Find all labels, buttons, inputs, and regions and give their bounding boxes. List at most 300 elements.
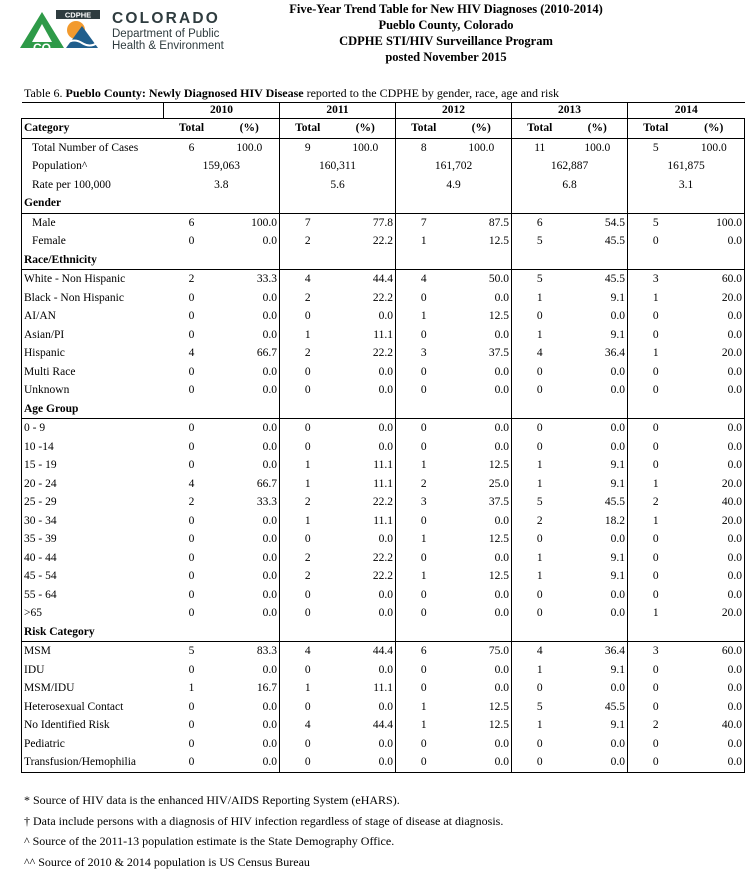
year-header-blank (22, 103, 164, 119)
percent-cell: 20.0 (684, 604, 745, 623)
total-cell: 5 (164, 642, 220, 661)
percent-cell: 20.0 (684, 475, 745, 494)
percent-cell: 9.1 (568, 475, 628, 494)
total-cell: 0 (280, 586, 336, 605)
total-cell: 1 (512, 456, 568, 475)
total-cell: 1 (628, 344, 684, 363)
section-blank (568, 400, 628, 419)
total-cell: 0 (628, 530, 684, 549)
percent-cell: 37.5 (452, 493, 512, 512)
total-cell: 0 (628, 381, 684, 400)
logo-dept-line1: Department of Public (112, 28, 224, 40)
percent-cell: 0.0 (568, 679, 628, 698)
total-cell: 0 (628, 586, 684, 605)
percent-cell: 0.0 (220, 549, 280, 568)
total-cell: 1 (396, 307, 452, 326)
row-label: 30 - 34 (22, 512, 164, 531)
percent-header: (%) (336, 119, 396, 139)
percent-cell: 44.4 (336, 270, 396, 289)
section-blank (512, 194, 568, 213)
section-blank (684, 194, 745, 213)
section-blank (164, 194, 220, 213)
section-blank (396, 623, 452, 642)
percent-cell: 60.0 (684, 642, 745, 661)
header-program: CDPHE STI/HIV Surveillance Program (262, 33, 630, 49)
total-cell: 0 (512, 679, 568, 698)
row-label: Population^ (22, 157, 164, 176)
total-cell: 0 (164, 456, 220, 475)
percent-cell: 0.0 (452, 604, 512, 623)
year-value-cell: 6.8 (512, 176, 628, 195)
percent-cell: 11.1 (336, 456, 396, 475)
table-row (22, 138, 745, 157)
section-blank (396, 251, 452, 270)
total-cell: 1 (164, 679, 220, 698)
total-cell: 3 (396, 493, 452, 512)
percent-cell: 0.0 (684, 419, 745, 438)
row-label: 20 - 24 (22, 475, 164, 494)
table-row (22, 530, 745, 549)
row-label: 55 - 64 (22, 586, 164, 605)
percent-cell: 36.4 (568, 344, 628, 363)
percent-cell: 0.0 (220, 753, 280, 772)
total-cell: 4 (280, 642, 336, 661)
total-cell: 4 (396, 270, 452, 289)
table-row (22, 604, 745, 623)
row-label: IDU (22, 661, 164, 680)
percent-cell: 20.0 (684, 512, 745, 531)
total-cell: 1 (512, 549, 568, 568)
section-blank (628, 400, 684, 419)
table-row (22, 567, 745, 586)
section-blank (396, 400, 452, 419)
total-cell: 0 (280, 604, 336, 623)
row-label: Unknown (22, 381, 164, 400)
total-cell: 5 (512, 232, 568, 251)
section-blank (452, 251, 512, 270)
total-header: Total (396, 119, 452, 139)
total-cell: 3 (628, 270, 684, 289)
percent-cell: 12.5 (452, 307, 512, 326)
total-cell: 5 (628, 213, 684, 232)
footnote-data-include: † Data include persons with a diagnosis of HIV infection regardless of stage of disease at diagnosis. (24, 811, 503, 832)
total-cell: 0 (280, 698, 336, 717)
percent-cell: 0.0 (336, 307, 396, 326)
total-cell: 0 (164, 381, 220, 400)
total-cell: 2 (396, 475, 452, 494)
section-blank (452, 400, 512, 419)
percent-cell: 0.0 (220, 307, 280, 326)
total-cell: 2 (164, 270, 220, 289)
percent-cell: 0.0 (336, 753, 396, 772)
percent-cell: 0.0 (452, 438, 512, 457)
percent-cell: 66.7 (220, 344, 280, 363)
section-blank (220, 251, 280, 270)
section-blank (164, 251, 220, 270)
total-cell: 1 (512, 661, 568, 680)
total-cell: 1 (396, 716, 452, 735)
table-row (22, 232, 745, 251)
percent-cell: 0.0 (568, 438, 628, 457)
total-cell: 0 (628, 549, 684, 568)
percent-cell: 9.1 (568, 326, 628, 345)
percent-header: (%) (220, 119, 280, 139)
section-blank (452, 194, 512, 213)
percent-cell: 45.5 (568, 698, 628, 717)
report-header (262, 1, 630, 65)
total-cell: 0 (628, 438, 684, 457)
total-cell: 0 (512, 604, 568, 623)
table-row (22, 679, 745, 698)
percent-cell: 0.0 (684, 549, 745, 568)
percent-cell: 0.0 (220, 512, 280, 531)
percent-cell: 12.5 (452, 567, 512, 586)
percent-cell: 0.0 (684, 753, 745, 772)
section-label: Gender (22, 194, 164, 213)
total-cell: 8 (396, 138, 452, 157)
total-header: Total (512, 119, 568, 139)
percent-cell: 0.0 (568, 307, 628, 326)
section-blank (568, 623, 628, 642)
section-blank (220, 194, 280, 213)
caption-prefix: Table 6. (24, 86, 62, 100)
total-cell: 0 (512, 307, 568, 326)
percent-cell: 0.0 (684, 679, 745, 698)
section-label: Age Group (22, 400, 164, 419)
category-header: Category (22, 119, 164, 139)
row-label: Pediatric (22, 735, 164, 754)
year-header-cell: 2012 (396, 103, 512, 119)
percent-header: (%) (568, 119, 628, 139)
total-cell: 0 (396, 419, 452, 438)
header-posted: posted November 2015 (262, 49, 630, 65)
total-cell: 1 (280, 326, 336, 345)
section-blank (684, 251, 745, 270)
table-row (22, 363, 745, 382)
total-cell: 0 (280, 661, 336, 680)
total-cell: 0 (164, 438, 220, 457)
table-row (22, 438, 745, 457)
year-value-cell: 3.1 (628, 176, 745, 195)
percent-cell: 100.0 (220, 213, 280, 232)
total-cell: 2 (628, 716, 684, 735)
row-label: Asian/PI (22, 326, 164, 345)
section-blank (628, 623, 684, 642)
total-cell: 0 (628, 363, 684, 382)
total-cell: 0 (164, 232, 220, 251)
percent-cell: 33.3 (220, 493, 280, 512)
section-label: Risk Category (22, 623, 164, 642)
table-row (22, 289, 745, 308)
colorado-triangle-logo-icon (20, 10, 106, 54)
percent-cell: 0.0 (220, 289, 280, 308)
section-blank (568, 194, 628, 213)
section-blank (628, 194, 684, 213)
percent-cell: 0.0 (220, 419, 280, 438)
percent-cell: 0.0 (684, 735, 745, 754)
total-cell: 0 (396, 289, 452, 308)
percent-cell: 100.0 (684, 138, 745, 157)
footnote-census: ^^ Source of 2010 & 2014 population is US Census Bureau (24, 852, 503, 872)
total-cell: 0 (164, 604, 220, 623)
section-blank (568, 251, 628, 270)
total-cell: 0 (164, 753, 220, 772)
total-cell: 0 (512, 438, 568, 457)
total-cell: 0 (280, 381, 336, 400)
total-cell: 0 (396, 735, 452, 754)
total-cell: 1 (628, 475, 684, 494)
percent-cell: 0.0 (452, 753, 512, 772)
percent-cell: 9.1 (568, 716, 628, 735)
total-cell: 2 (628, 493, 684, 512)
total-cell: 0 (512, 419, 568, 438)
percent-cell: 12.5 (452, 456, 512, 475)
total-cell: 0 (396, 753, 452, 772)
total-cell: 2 (280, 289, 336, 308)
row-label: Black - Non Hispanic (22, 289, 164, 308)
percent-cell: 36.4 (568, 642, 628, 661)
year-value-cell: 5.6 (280, 176, 396, 195)
percent-cell: 0.0 (336, 530, 396, 549)
percent-cell: 100.0 (568, 138, 628, 157)
percent-cell: 0.0 (336, 661, 396, 680)
section-blank (684, 400, 745, 419)
total-cell: 0 (164, 419, 220, 438)
percent-cell: 0.0 (220, 530, 280, 549)
table-row (22, 586, 745, 605)
table-row (22, 716, 745, 735)
total-cell: 0 (512, 381, 568, 400)
table-row (22, 213, 745, 232)
total-cell: 0 (164, 567, 220, 586)
percent-cell: 9.1 (568, 661, 628, 680)
year-value-cell: 161,702 (396, 157, 512, 176)
percent-cell: 33.3 (220, 270, 280, 289)
percent-cell: 12.5 (452, 530, 512, 549)
row-label: 10 -14 (22, 438, 164, 457)
percent-cell: 100.0 (452, 138, 512, 157)
section-blank (336, 194, 396, 213)
table-row (22, 512, 745, 531)
cdphe-logo (20, 10, 260, 54)
year-value-cell: 161,875 (628, 157, 745, 176)
table-row (22, 475, 745, 494)
row-label: 35 - 39 (22, 530, 164, 549)
percent-cell: 40.0 (684, 493, 745, 512)
percent-cell: 0.0 (684, 363, 745, 382)
percent-cell: 22.2 (336, 232, 396, 251)
percent-cell: 12.5 (452, 232, 512, 251)
table-row (22, 419, 745, 438)
section-blank (280, 194, 336, 213)
table-row (22, 344, 745, 363)
percent-cell: 0.0 (684, 567, 745, 586)
percent-cell: 0.0 (568, 381, 628, 400)
percent-cell: 0.0 (336, 604, 396, 623)
total-cell: 1 (512, 326, 568, 345)
percent-cell: 22.2 (336, 344, 396, 363)
total-cell: 0 (628, 735, 684, 754)
section-blank (336, 623, 396, 642)
footnote-population-source: ^ Source of the 2011-13 population estimate is the State Demography Office. (24, 831, 503, 852)
total-cell: 0 (512, 735, 568, 754)
logo-badge-top: CDPHE (65, 11, 91, 20)
section-blank (512, 623, 568, 642)
total-cell: 2 (280, 344, 336, 363)
total-cell: 2 (164, 493, 220, 512)
total-cell: 1 (396, 698, 452, 717)
total-cell: 1 (512, 567, 568, 586)
percent-cell: 0.0 (568, 530, 628, 549)
percent-cell: 0.0 (336, 698, 396, 717)
percent-cell: 60.0 (684, 270, 745, 289)
percent-cell: 11.1 (336, 475, 396, 494)
table-row (22, 493, 745, 512)
section-blank (164, 400, 220, 419)
section-header-row (22, 194, 745, 213)
total-cell: 0 (164, 661, 220, 680)
row-label: MSM/IDU (22, 679, 164, 698)
total-cell: 4 (280, 270, 336, 289)
row-label: Male (22, 213, 164, 232)
percent-cell: 0.0 (220, 604, 280, 623)
percent-cell: 0.0 (336, 419, 396, 438)
percent-cell: 37.5 (452, 344, 512, 363)
header-county: Pueblo County, Colorado (262, 17, 630, 33)
percent-cell: 0.0 (220, 326, 280, 345)
total-cell: 1 (628, 289, 684, 308)
section-header-row (22, 400, 745, 419)
percent-header: (%) (684, 119, 745, 139)
section-header-row (22, 623, 745, 642)
total-cell: 0 (628, 661, 684, 680)
row-label: Heterosexual Contact (22, 698, 164, 717)
percent-cell: 77.8 (336, 213, 396, 232)
percent-cell: 0.0 (684, 326, 745, 345)
row-label: AI/AN (22, 307, 164, 326)
percent-cell: 0.0 (568, 363, 628, 382)
percent-cell: 9.1 (568, 567, 628, 586)
percent-cell: 0.0 (336, 363, 396, 382)
footnotes (24, 790, 503, 872)
row-label: White - Non Hispanic (22, 270, 164, 289)
total-cell: 1 (396, 567, 452, 586)
total-cell: 0 (628, 326, 684, 345)
table-row (22, 698, 745, 717)
total-cell: 0 (164, 530, 220, 549)
percent-cell: 50.0 (452, 270, 512, 289)
percent-cell: 0.0 (220, 567, 280, 586)
percent-cell: 0.0 (452, 735, 512, 754)
total-cell: 4 (280, 716, 336, 735)
table-row (22, 753, 745, 772)
total-cell: 6 (164, 138, 220, 157)
total-cell: 0 (396, 438, 452, 457)
percent-cell: 0.0 (452, 661, 512, 680)
hiv-trend-table-wrapper (21, 102, 744, 773)
total-cell: 0 (164, 326, 220, 345)
caption-suffix: reported to the CDPHE by gender, race, age and risk (307, 86, 559, 100)
percent-cell: 0.0 (452, 679, 512, 698)
total-cell: 0 (628, 753, 684, 772)
section-blank (628, 251, 684, 270)
row-label: 0 - 9 (22, 419, 164, 438)
total-cell: 0 (164, 735, 220, 754)
row-label: 45 - 54 (22, 567, 164, 586)
year-value-cell: 3.8 (164, 176, 280, 195)
total-cell: 1 (280, 679, 336, 698)
total-cell: 2 (280, 549, 336, 568)
total-cell: 7 (396, 213, 452, 232)
percent-cell: 100.0 (684, 213, 745, 232)
table-caption (24, 86, 559, 101)
percent-cell: 0.0 (568, 604, 628, 623)
total-cell: 2 (280, 232, 336, 251)
row-label: Female (22, 232, 164, 251)
percent-cell: 22.2 (336, 289, 396, 308)
section-blank (512, 251, 568, 270)
percent-cell: 0.0 (220, 716, 280, 735)
percent-cell: 87.5 (452, 213, 512, 232)
percent-header: (%) (452, 119, 512, 139)
footnote-ehars: * Source of HIV data is the enhanced HIV/AIDS Reporting System (eHARS). (24, 790, 503, 811)
percent-cell: 22.2 (336, 493, 396, 512)
total-cell: 4 (512, 642, 568, 661)
percent-cell: 0.0 (684, 438, 745, 457)
total-cell: 0 (164, 698, 220, 717)
percent-cell: 0.0 (452, 419, 512, 438)
section-blank (512, 400, 568, 419)
total-cell: 1 (280, 475, 336, 494)
total-cell: 5 (512, 493, 568, 512)
percent-cell: 0.0 (684, 307, 745, 326)
percent-cell: 0.0 (220, 735, 280, 754)
percent-cell: 0.0 (336, 735, 396, 754)
total-cell: 7 (280, 213, 336, 232)
percent-cell: 0.0 (568, 586, 628, 605)
percent-cell: 44.4 (336, 716, 396, 735)
percent-cell: 0.0 (220, 438, 280, 457)
percent-cell: 25.0 (452, 475, 512, 494)
percent-cell: 0.0 (684, 530, 745, 549)
section-header-row (22, 251, 745, 270)
percent-cell: 75.0 (452, 642, 512, 661)
total-cell: 1 (280, 512, 336, 531)
year-value-cell: 160,311 (280, 157, 396, 176)
percent-cell: 0.0 (684, 381, 745, 400)
percent-cell: 9.1 (568, 549, 628, 568)
row-label: 40 - 44 (22, 549, 164, 568)
year-header-cell: 2011 (280, 103, 396, 119)
year-header-cell: 2014 (628, 103, 745, 119)
table-row (22, 549, 745, 568)
total-cell: 0 (512, 363, 568, 382)
percent-cell: 54.5 (568, 213, 628, 232)
section-blank (336, 251, 396, 270)
year-value-cell: 4.9 (396, 176, 512, 195)
percent-cell: 0.0 (452, 586, 512, 605)
total-cell: 0 (396, 549, 452, 568)
logo-colorado-text: COLORADO (112, 10, 224, 28)
total-cell: 3 (628, 642, 684, 661)
total-cell: 4 (512, 344, 568, 363)
percent-cell: 0.0 (684, 586, 745, 605)
percent-cell: 66.7 (220, 475, 280, 494)
total-cell: 9 (280, 138, 336, 157)
percent-cell: 45.5 (568, 232, 628, 251)
section-blank (280, 623, 336, 642)
percent-cell: 22.2 (336, 549, 396, 568)
